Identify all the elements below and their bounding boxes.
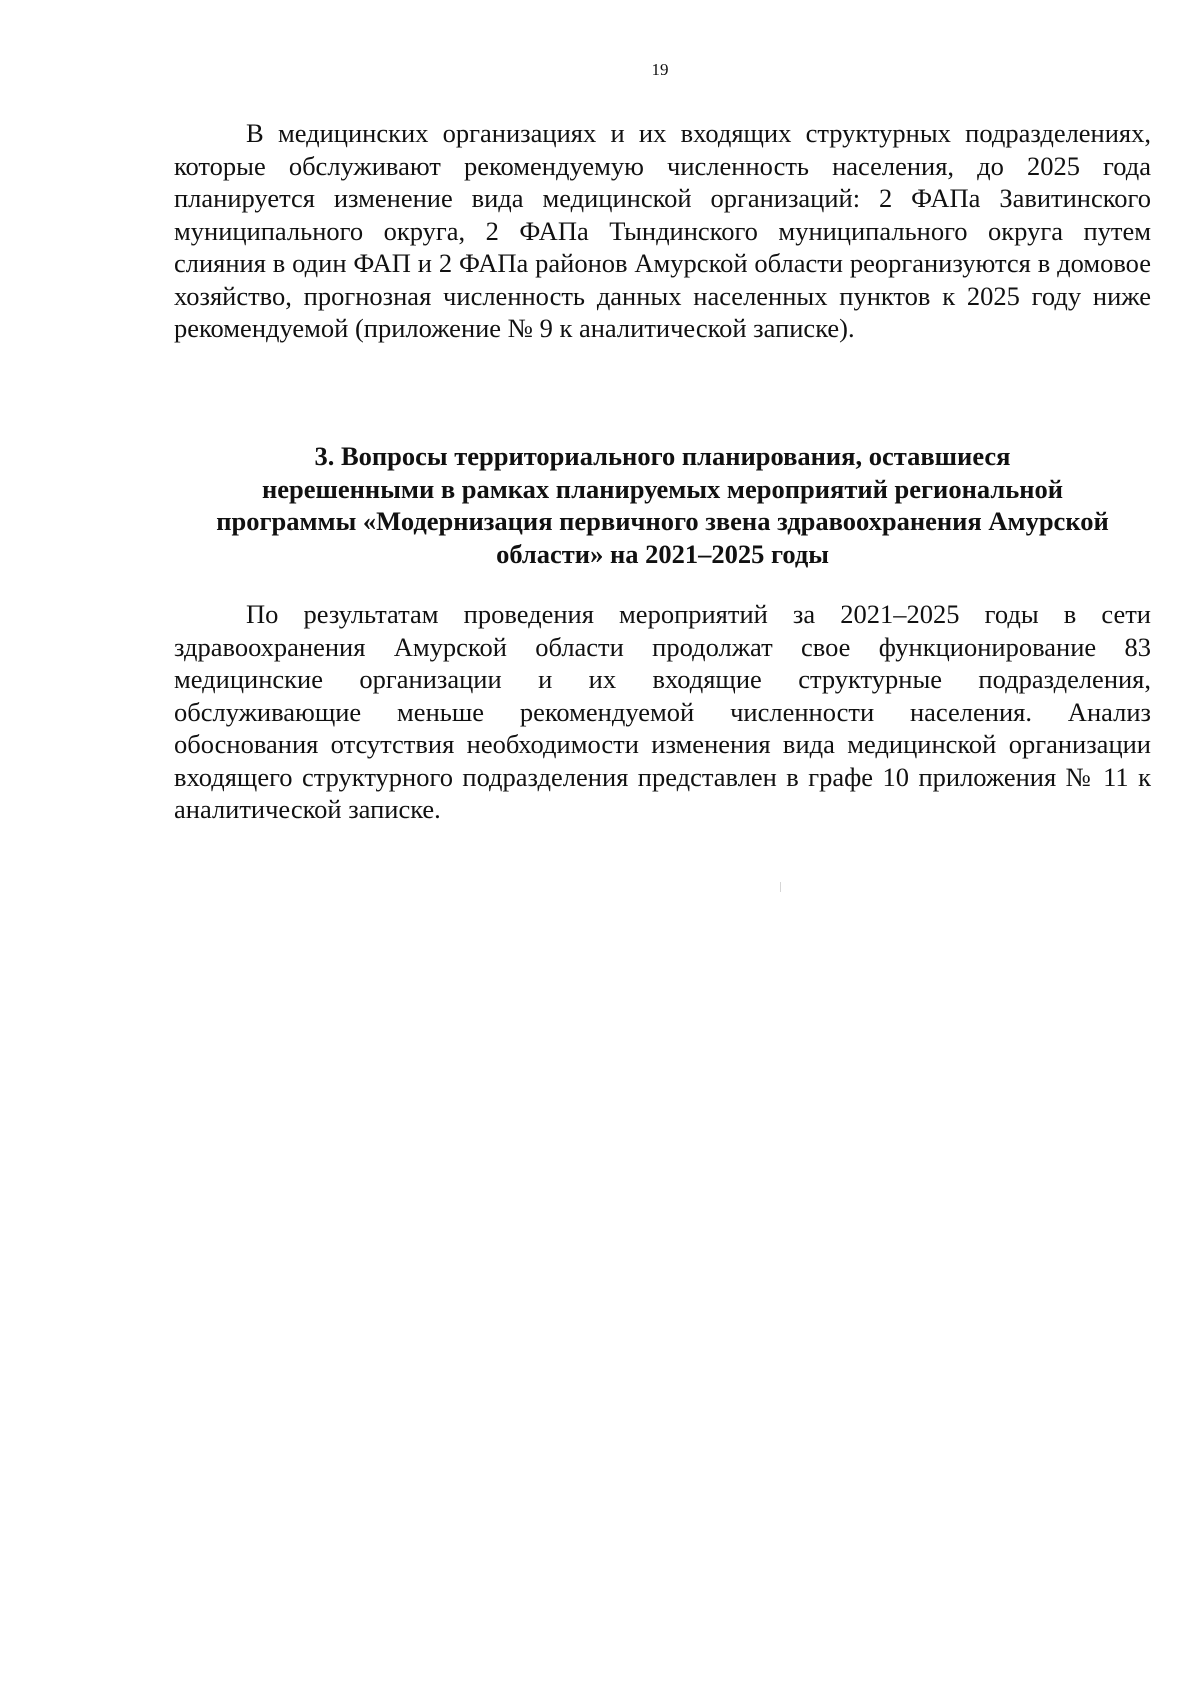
- section-heading: [174, 440, 1151, 570]
- body-paragraph-2: По результатам проведения мероприятий за 2021–2025 годы в сети здравоохранения Амурской области продолжат свое функционирование 83 медицинские организации и их входящие структурные подразделения, обслуживающие меньше рекомендуемой численности населения. Анализ обоснования отсутствия необходимости изменения вида медицинской организации входящего структурного подразделения представлен в графе 10 приложения № 11 к аналитической записке.: [174, 599, 1151, 824]
- scan-artifact-mark: [780, 882, 781, 892]
- page-number: 19: [651, 60, 669, 79]
- section-heading-line-3: программы «Модернизация первичного звена здравоохранения Амурской: [216, 506, 1109, 536]
- body-paragraph-1: В медицинских организациях и их входящих структурных подразделениях, которые обслуживают рекомендуемую численность населения, до 2025 года планируется изменение вида медицинской организаций: 2 ФАПа Завитинского муниципального округа, 2 ФАПа Тындинского муниципального округа путем слияния в один ФАП и 2 ФАПа районов Амурской области реорганизуются в домовое хозяйство, прогнозная численность данных населенных пунктов к 2025 году ниже рекомендуемой (приложение № 9 к аналитической записке).: [174, 118, 1151, 343]
- section-heading-line-2: нерешенными в рамках планируемых мероприятий региональной: [262, 473, 1063, 504]
- section-heading-line-4: области» на 2021–2025 годы: [496, 538, 829, 569]
- section-heading-line-1: 3. Вопросы территориального планирования, оставшиеся: [314, 441, 1011, 471]
